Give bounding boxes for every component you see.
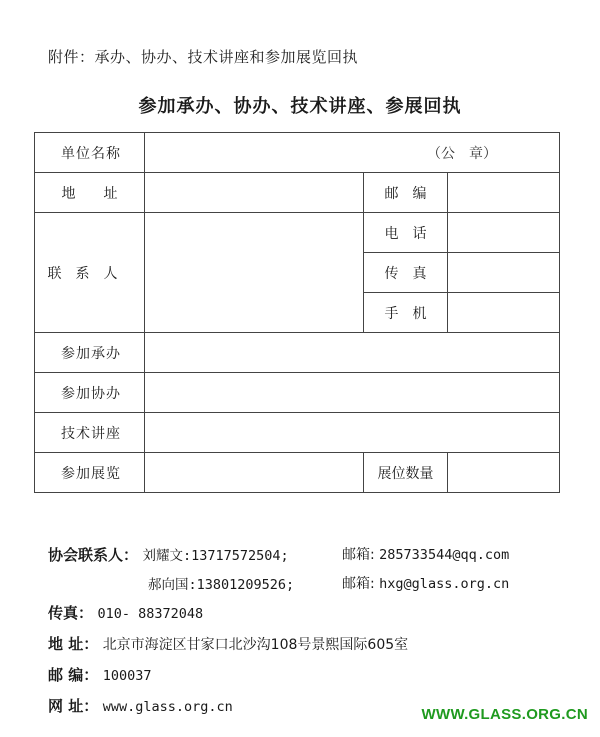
cohost-field[interactable] <box>145 373 560 413</box>
postcode-label: 邮 编 <box>364 173 448 213</box>
website-link[interactable]: www.glass.org.cn <box>102 699 233 715</box>
lecture-label: 技术讲座 <box>35 413 145 453</box>
mobile-field[interactable] <box>448 293 560 333</box>
contact-person-1: 刘耀文:13717572504; <box>142 548 289 564</box>
fax-info-label: 传真： <box>48 604 94 622</box>
exhibit-field[interactable] <box>145 453 364 493</box>
row-address <box>35 173 560 213</box>
email-2-label: 邮箱: <box>342 576 375 592</box>
mobile-label: 手 机 <box>364 293 448 333</box>
postcode-field[interactable] <box>448 173 560 213</box>
row-phone <box>35 213 560 253</box>
document-title: 参加承办、协办、技术讲座、参展回执 <box>138 96 462 117</box>
fax-label: 传 真 <box>364 253 448 293</box>
unit-name-field[interactable] <box>145 133 560 173</box>
seal-note: （公 章） <box>427 145 498 162</box>
address-label: 地 址 <box>35 173 145 213</box>
row-exhibit <box>35 453 560 493</box>
site-watermark: WWW.GLASS.ORG.CN <box>421 706 588 723</box>
address-text: 北京市海淀区甘家口北沙沟108号景熙国际605室 <box>102 637 409 653</box>
receipt-form <box>34 132 560 493</box>
address-field[interactable] <box>145 173 364 213</box>
cohost-label: 参加协办 <box>35 373 145 413</box>
fax-field[interactable] <box>448 253 560 293</box>
contact-person-2: 郝向国:13801209526; <box>148 577 295 593</box>
lecture-field[interactable] <box>145 413 560 453</box>
contact-field[interactable] <box>145 213 364 333</box>
contacts-label: 协会联系人： <box>48 546 139 564</box>
row-host <box>35 333 560 373</box>
contact-label: 联系人 <box>35 213 145 333</box>
booth-count-label: 展位数量 <box>364 453 448 493</box>
phone-label: 电 话 <box>364 213 448 253</box>
exhibit-label: 参加展览 <box>35 453 145 493</box>
email-1-label: 邮箱: <box>342 547 375 563</box>
host-label: 参加承办 <box>35 333 145 373</box>
address-info-label: 地 址： <box>48 635 99 653</box>
row-cohost <box>35 373 560 413</box>
email-1[interactable]: 285733544@qq.com <box>379 547 510 563</box>
row-unit-name <box>35 133 560 173</box>
unit-name-label: 单位名称 <box>35 133 145 173</box>
phone-field[interactable] <box>448 213 560 253</box>
postcode-info-label: 邮 编： <box>48 666 99 684</box>
attachment-note: 附件：承办、协办、技术讲座和参加展览回执 <box>48 48 359 66</box>
host-field[interactable] <box>145 333 560 373</box>
postcode-number: 100037 <box>102 668 152 684</box>
fax-number: 010- 88372048 <box>97 606 204 622</box>
website-label: 网 址： <box>48 697 99 715</box>
row-lecture <box>35 413 560 453</box>
email-2[interactable]: hxg@glass.org.cn <box>379 576 510 592</box>
booth-count-field[interactable] <box>448 453 560 493</box>
